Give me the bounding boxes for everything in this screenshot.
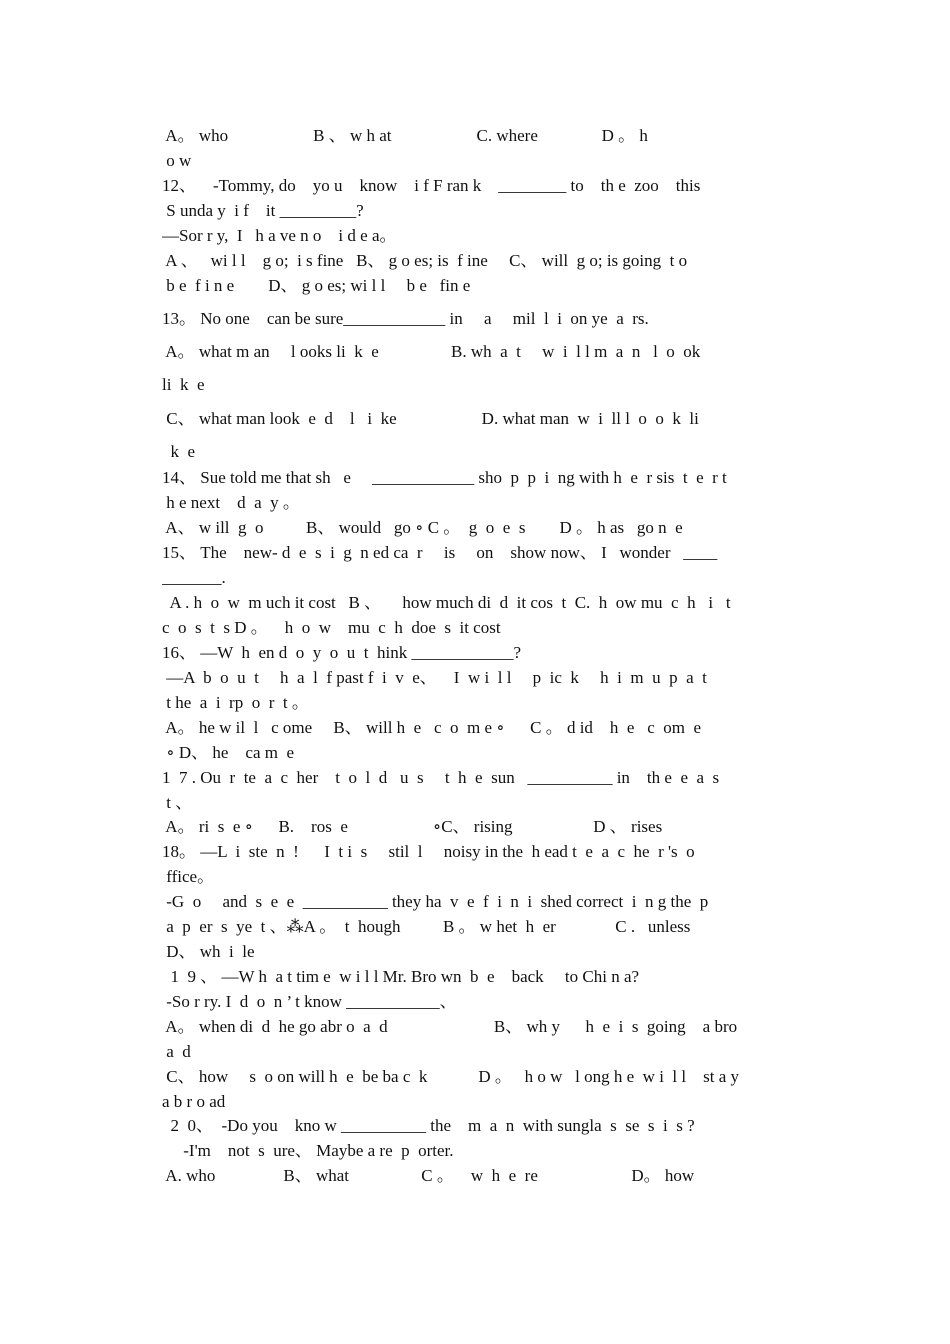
q16-answer-line-1: —A b o u t h a l f past f i v e、 I w i l l p ic k h i m u p a t [162,668,707,687]
q14-options-line: A、 w ill g o B、 would go ∘ C 。 g o e s D 。 h as go n e [162,518,683,537]
q20-options-line: A. who B、 what C 。 w h e re D。 how [162,1166,695,1185]
q19-options-line-2: a d [162,1042,191,1061]
q12-options-line-1: A 、 wi l l g o; i s fine B、 g o es; is f ine C、 will g o; is going t o [162,251,688,270]
q17-question-line-2: t 、 [162,793,193,812]
q17-question-line-1: 1 7 . Ou r te a c her t o l d u s t h e sun __________ in th e e a s [162,768,720,787]
q16-options-line-1: A。 he w il l c ome B、 will h e c o m e ∘ C 。 d id h e c om e [162,718,702,737]
q13-options-line-3: C、 what man look e d l i ke D. what man w i ll l o o k li [162,409,699,428]
q18-options-line-2: D、 wh i le [162,942,255,961]
q11-options-line-1: A。 who B 、 w h at C. where D 。 h [162,126,648,145]
q19-answer-line: -So r ry. I d o n ’ t know ___________、 [162,992,457,1011]
q13-options-line-1: A。 what m an l ooks li k e B. wh a t w i l l m a n l o ok [162,342,701,361]
q20-question-line: 2 0、 ‑Do you kno w __________ the m a n with sungla s se s i s ? [162,1116,695,1135]
q14-question-line-1: 14、 Sue told me that sh e ____________ sho p p i ng with h e r sis t e r t [162,468,727,487]
q16-question-line: 16、 —W h en d o y o u t hink ____________? [162,643,522,662]
q17-options-line: A。 ri s e ∘ B. ros e ∘C、 rising D 、 rises [162,817,663,836]
q15-options-line-1: A . h o w m uch it cost B 、 how much di d it cos t C. h ow mu c h i t [162,593,731,612]
q11-options-line-2: o w [162,151,192,170]
q13-question-line: 13。 No one can be sure____________ in a mil l i on ye a rs. [162,309,649,328]
q15-question-line-1: 15、 The new- d e s i g n ed ca r is on show now、 I wonder ____ [162,543,718,562]
q19-options-line-4: a b r o ad [162,1092,226,1111]
q18-question-line-1: 18。 —L i ste n ! I t i s stil l noisy in the h ead t e a c he r 's o [162,842,695,861]
q16-answer-line-2: t he a i rp o r t 。 [162,693,309,712]
q18-question-line-2: ffice。 [162,867,215,886]
q19-options-line-3: C、 how s o on will h e be ba c k D 。 h o w l ong h e w i l l st a y [162,1067,740,1086]
q15-options-line-2: c o s t s D 。 h o w mu c h doe s it cost [162,618,501,637]
q13-options-line-2: li k e [162,375,205,394]
q18-answer-line-1: -G o and s e e __________ they ha v e f i n i shed correct i n g the p [162,892,709,911]
q12-question-line-1: 12、 -Tommy, do yo u know i f F ran k ________ to th e zoo this [162,176,701,195]
q15-question-line-2: _______. [162,568,226,587]
q12-question-line-2: S unda y i f it _________? [162,201,364,220]
q16-options-line-2: ∘ D、 he ca m e [162,743,295,762]
q13-options-line-4: k e [162,442,196,461]
q20-answer-line: -I'm not s ure、 Maybe a re p orter. [162,1141,454,1160]
q19-question-line: 1 9 、 —W h a t tim e w i l l Mr. Bro wn b e back to Chi n a? [162,967,640,986]
q18-options-line-1: a p er s ye t 、⁂A 。 t hough B 。 w het h er C . unless [162,917,691,936]
q12-options-line-2: b e f i n e D、 g o es; wi l l b e fin e [162,276,471,295]
q19-options-line-1: A。 when di d he go abr o a d B、 wh y h e i s going a bro [162,1017,738,1036]
q12-answer-line: —Sor r y, I h a ve n o i d e a。 [162,226,397,245]
q14-question-line-2: h e next d a y 。 [162,493,300,512]
